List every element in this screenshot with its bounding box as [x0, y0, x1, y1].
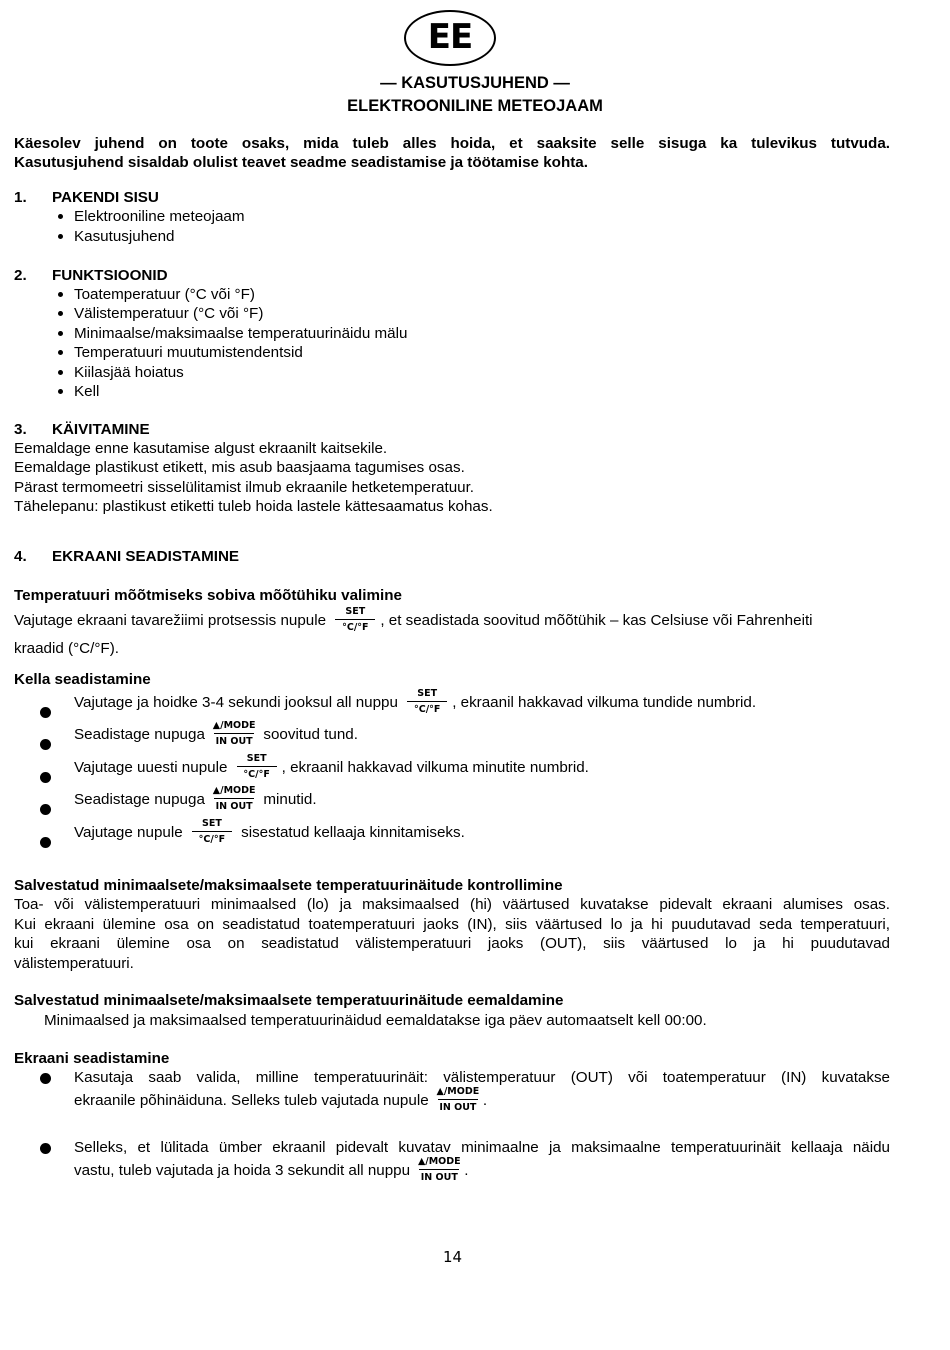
mode-label: ▲/MODE	[417, 1156, 461, 1167]
section-number: 4.	[14, 548, 27, 565]
list-item	[74, 785, 317, 815]
bullet-icon	[58, 350, 63, 355]
page-number: 14	[442, 1248, 463, 1266]
bullet-icon	[40, 804, 51, 815]
divider	[237, 766, 277, 767]
country-code-logo: EE	[404, 10, 496, 66]
list-item: Kasutusjuhend	[74, 228, 175, 245]
section-title: KÄIVITAMINE	[52, 421, 150, 438]
mode-button-icon	[211, 785, 257, 815]
set-label: SET	[417, 688, 438, 699]
clock-step-text: soovitud tund.	[263, 726, 358, 744]
section-3-heading	[14, 420, 890, 440]
list-item: Välistemperatuur (°C või °F)	[74, 305, 264, 322]
section-number: 1.	[14, 189, 27, 206]
unit-label: °C/°F	[342, 622, 369, 633]
section-4-heading	[14, 547, 890, 567]
section-2-heading	[14, 266, 890, 286]
clock-step-text: , ekraanil hakkavad vilkuma tundide numbrid.	[452, 694, 757, 712]
clock-step-text: Seadistage nupuga	[74, 791, 205, 809]
clock-step-text: Vajutage ja hoidke 3-4 sekundi jooksul all nuppu	[74, 694, 398, 712]
divider	[407, 701, 447, 702]
bullet-icon	[58, 311, 63, 316]
clock-heading: Kella seadistamine	[14, 671, 151, 688]
set-label: SET	[246, 753, 267, 764]
in-out-label: IN OUT	[420, 1172, 458, 1183]
divider	[419, 1169, 459, 1170]
display-heading: Ekraani seadistamine	[14, 1050, 170, 1067]
display-text: .	[464, 1162, 469, 1180]
bullet-icon	[40, 739, 51, 750]
section-title: FUNKTSIOONID	[52, 267, 168, 284]
unit-text-c: kraadid (°C/°F).	[14, 640, 119, 657]
display-text: ekraanile põhinäiduna. Selleks tuleb vajutada nupule	[74, 1092, 429, 1110]
minmax-heading: Salvestatud minimaalsete/maksimaalsete temperatuurinäitude kontrollimine	[14, 877, 563, 894]
set-button-icon	[404, 688, 450, 718]
manual-title: — KASUTUSJUHEND —	[380, 74, 570, 92]
bullet-icon	[58, 389, 63, 394]
mode-button-icon	[211, 720, 257, 750]
unit-label: °C/°F	[243, 769, 270, 780]
startup-line-1: Eemaldage enne kasutamise algust ekraanilt kaitsekile.	[14, 440, 388, 457]
set-label: SET	[345, 606, 366, 617]
unit-text-a: Vajutage ekraani tavarežiimi protsessis nupule	[14, 612, 327, 630]
display-item-2-line-2	[74, 1156, 469, 1186]
bullet-icon	[40, 837, 51, 848]
bullet-icon	[58, 234, 63, 239]
list-item: Temperatuuri muutumistendentsid	[74, 344, 303, 361]
list-item: Elektrooniline meteojaam	[74, 208, 245, 225]
clock-step-text: Seadistage nupuga	[74, 726, 205, 744]
bullet-icon	[58, 331, 63, 336]
clock-step-text: Vajutage nupule	[74, 824, 183, 842]
list-item: Kiilasjää hoiatus	[74, 364, 184, 381]
startup-line-4: Tähelepanu: plastikust etiketti tuleb hoida lastele kättesaamatus kohas.	[14, 498, 493, 515]
divider	[335, 619, 375, 620]
list-item: Toatemperatuur (°C või °F)	[74, 286, 255, 303]
bullet-icon	[40, 772, 51, 783]
intro-line-1: Käesolev juhend on toote osaks, mida tuleb alles hoida, et saaksite selle sisuga ka tulevikus tutvuda.	[14, 135, 890, 152]
list-item	[74, 688, 756, 718]
bullet-icon	[58, 214, 63, 219]
mode-label: ▲/MODE	[212, 785, 256, 796]
intro-line-2: Kasutusjuhend sisaldab olulist teavet seadme seadistamise ja töötamise kohta.	[14, 154, 588, 171]
display-text: .	[482, 1092, 488, 1110]
display-item-1-line-1: Kasutaja saab valida, milline temperatuurinäit: välistemperatuur (OUT) või toatemperatuur (IN) kuvatakse	[74, 1069, 890, 1086]
set-button-icon	[332, 606, 378, 636]
set-button-icon	[234, 753, 280, 783]
unit-paragraph	[14, 606, 890, 636]
list-item: Kell	[74, 383, 100, 400]
clock-step-text: sisestatud kellaaja kinnitamiseks.	[241, 824, 465, 842]
clock-step-text: , ekraanil hakkavad vilkuma minutite numbrid.	[281, 759, 589, 777]
list-item	[74, 720, 358, 750]
set-label: SET	[201, 818, 222, 829]
bullet-icon	[58, 292, 63, 297]
product-title: ELEKTROONILINE METEOJAAM	[347, 97, 603, 115]
mode-button-icon	[416, 1156, 462, 1186]
list-item	[74, 818, 465, 848]
unit-text-b: , et seadistada soovitud mõõtühik – kas Celsiuse või Fahrenheiti	[380, 612, 813, 630]
section-title: PAKENDI SISU	[52, 189, 159, 206]
mode-label: ▲/MODE	[436, 1086, 480, 1097]
mode-label: ▲/MODE	[212, 720, 256, 731]
bullet-icon	[58, 370, 63, 375]
in-out-label: IN OUT	[215, 801, 253, 812]
clock-step-text: Vajutage uuesti nupule	[74, 759, 228, 777]
clear-heading: Salvestatud minimaalsete/maksimaalsete temperatuurinäitude eemaldamine	[14, 992, 564, 1009]
unit-label: °C/°F	[198, 834, 226, 845]
display-item-2-line-1: Selleks, et lülitada ümber ekraanil pidevalt kuvatav minimaalne ja maksimaalne temperatuurinäit kellaaja näidu	[74, 1139, 890, 1156]
display-item-1-line-2	[74, 1086, 487, 1116]
unit-heading: Temperatuuri mõõtmiseks sobiva mõõtühiku valimine	[14, 587, 402, 604]
section-title: EKRAANI SEADISTAMINE	[52, 548, 240, 565]
startup-line-3: Pärast termomeetri sisselülitamist ilmub ekraanile hetketemperatuur.	[14, 479, 475, 496]
clear-line-1: Minimaalsed ja maksimaalsed temperatuurinäidud eemaldatakse iga päev automaatselt kell 00:00.	[44, 1012, 707, 1029]
set-button-icon	[189, 818, 235, 848]
display-text: vastu, tuleb vajutada ja hoida 3 sekundit all nuppu	[74, 1162, 411, 1180]
divider	[214, 733, 254, 734]
minmax-line-2: Kui ekraani ülemine osa on seadistatud toatemperatuuri jaoks (IN), siis väärtused lo ja hi puudutavad seda temperatuuri,	[14, 916, 890, 933]
list-item	[74, 753, 589, 783]
list-item: Minimaalse/maksimaalse temperatuurinäidu mälu	[74, 325, 408, 342]
startup-line-2: Eemaldage plastikust etikett, mis asub baasjaama tagumises osas.	[14, 459, 465, 476]
divider	[438, 1099, 478, 1100]
section-number: 2.	[14, 267, 27, 284]
minmax-line-3: kui ekraani ülemine osa on seadistatud välistemperatuuri jaoks (OUT), siis väärtused lo ja hi puudutavad	[14, 935, 890, 952]
bullet-icon	[40, 707, 51, 718]
bullet-icon	[40, 1073, 51, 1084]
divider	[192, 831, 232, 832]
bullet-icon	[40, 1143, 51, 1154]
minmax-line-4: välistemperatuuri.	[14, 955, 134, 972]
minmax-line-1: Toa- või välistemperatuuri minimaalsed (lo) ja maksimaalsed (hi) väärtused kuvatakse pidevalt ekraani alumises osas.	[14, 896, 890, 913]
section-1-heading	[14, 188, 890, 208]
in-out-label: IN OUT	[215, 736, 253, 747]
clock-step-text: minutid.	[263, 791, 317, 809]
in-out-label: IN OUT	[439, 1102, 477, 1113]
unit-label: °C/°F	[413, 704, 441, 715]
mode-button-icon	[435, 1086, 481, 1116]
divider	[214, 798, 254, 799]
section-number: 3.	[14, 421, 27, 438]
